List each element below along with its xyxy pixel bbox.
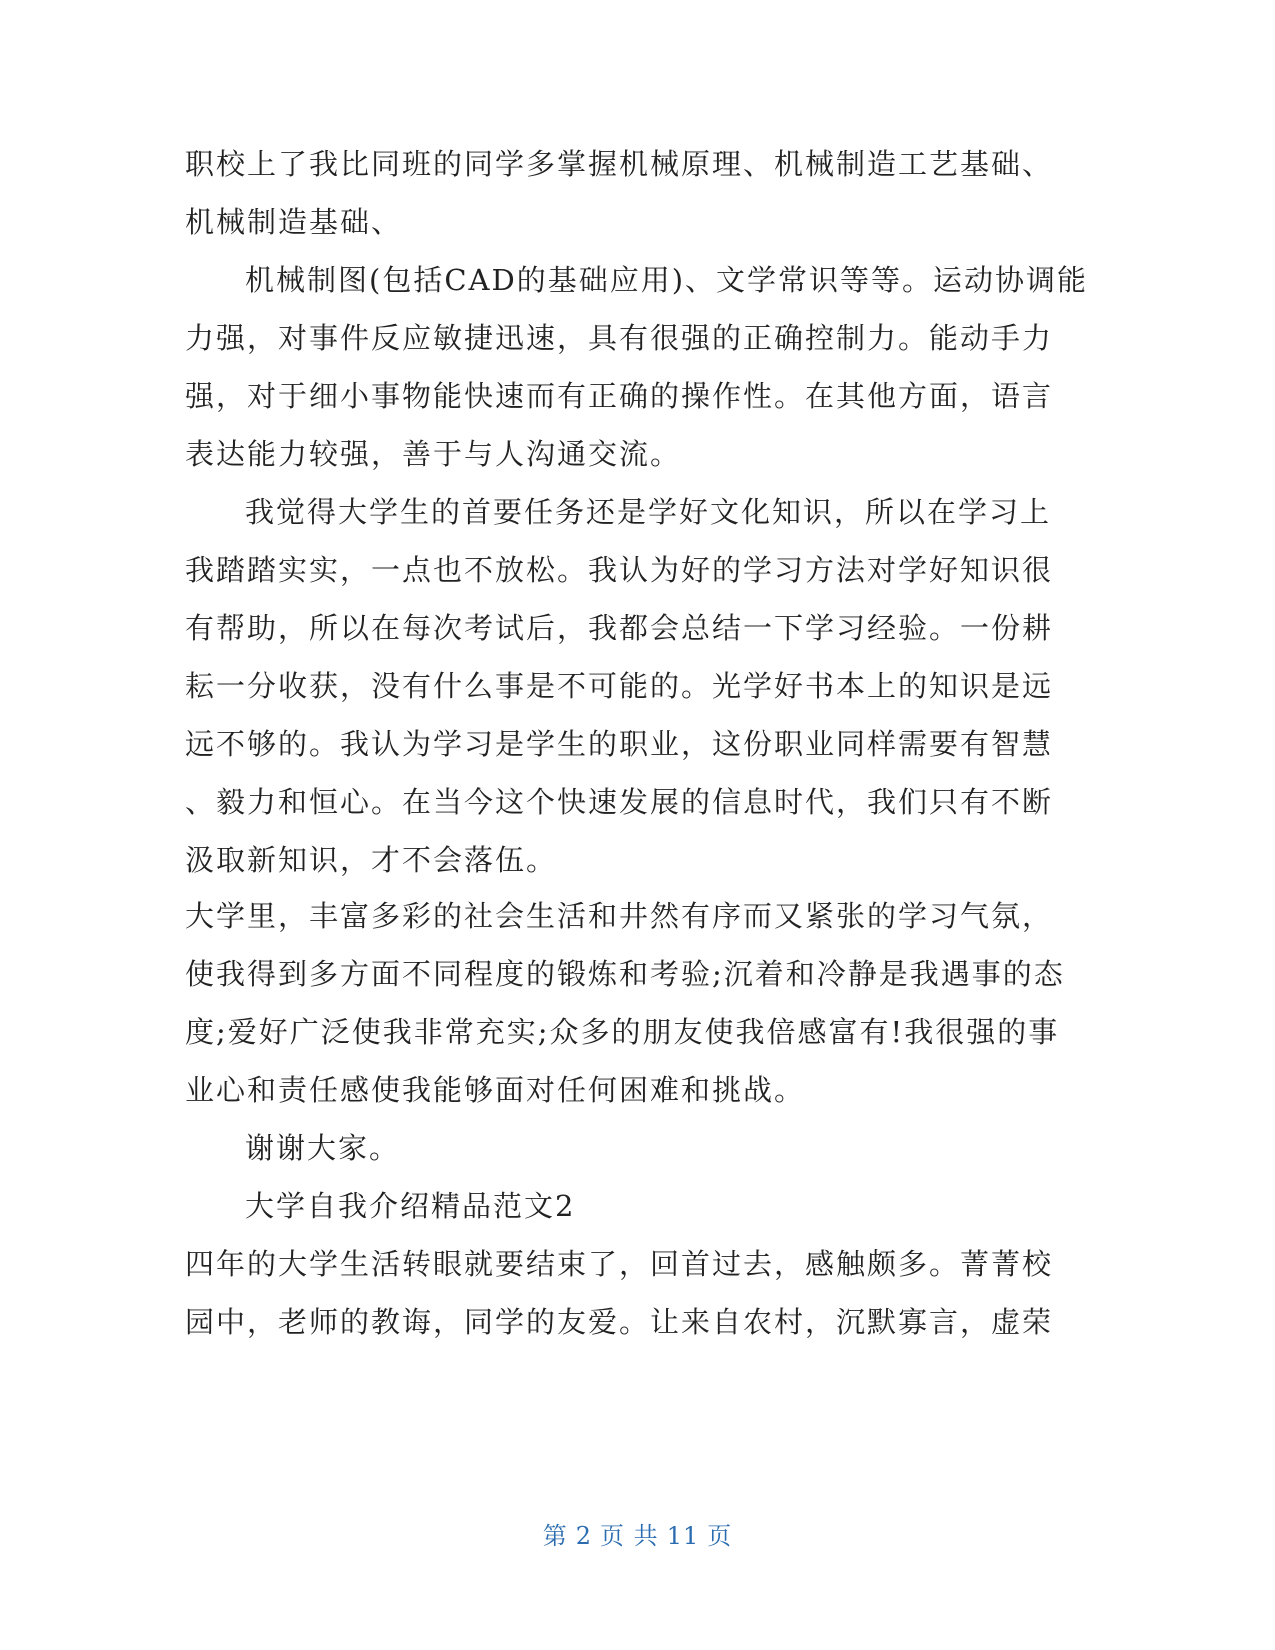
text-line: 力强，对事件反应敏捷迅速，具有很强的正确控制力。能动手力	[185, 321, 1054, 355]
text-line: 使我得到多方面不同程度的锻炼和考验;沉着和冷静是我遇事的态	[185, 957, 1065, 991]
text-line: 我踏踏实实，一点也不放松。我认为好的学习方法对学好知识很	[185, 553, 1054, 587]
text-line: 四年的大学生活转眼就要结束了，回首过去，感触颇多。菁菁校	[185, 1247, 1054, 1281]
text-line: 强，对于细小事物能快速而有正确的操作性。在其他方面，语言	[185, 379, 1054, 413]
text-line: 有帮助，所以在每次考试后，我都会总结一下学习经验。一份耕	[185, 611, 1054, 645]
text-line: 远不够的。我认为学习是学生的职业，这份职业同样需要有智慧	[185, 727, 1054, 761]
footer-suffix: 页	[707, 1522, 733, 1550]
text-line: 度;爱好广泛使我非常充实;众多的朋友使我倍感富有!我很强的事	[185, 1015, 1060, 1049]
footer-middle: 页 共	[600, 1522, 659, 1550]
text-line: 大学里，丰富多彩的社会生活和井然有序而又紧张的学习气氛，	[185, 899, 1054, 933]
page-footer	[0, 1516, 1275, 1551]
text-line: 汲取新知识，才不会落伍。	[185, 843, 558, 877]
section-heading: 大学自我介绍精品范文2	[245, 1189, 576, 1223]
text-line: 谢谢大家。	[245, 1131, 401, 1165]
text-line: 我觉得大学生的首要任务还是学好文化知识，所以在学习上	[245, 495, 1052, 529]
text-line: 表达能力较强，善于与人沟通交流。	[185, 437, 682, 471]
text-line: 职校上了我比同班的同学多掌握机械原理、机械制造工艺基础、	[185, 147, 1054, 181]
text-line: 机械制造基础、	[185, 205, 403, 239]
text-line: 园中，老师的教诲，同学的友爱。让来自农村，沉默寡言，虚荣	[185, 1305, 1054, 1339]
total-pages-number: 11	[666, 1522, 700, 1550]
text-line: 业心和责任感使我能够面对任何困难和挑战。	[185, 1073, 806, 1107]
text-line: 耘一分收获，没有什么事是不可能的。光学好书本上的知识是远	[185, 669, 1054, 703]
current-page-number: 2	[575, 1522, 593, 1550]
text-line: 机械制图(包括CAD的基础应用)、文学常识等等。运动协调能	[245, 263, 1089, 297]
footer-prefix: 第	[542, 1522, 568, 1550]
text-line: 、毅力和恒心。在当今这个快速发展的信息时代，我们只有不断	[185, 785, 1054, 819]
